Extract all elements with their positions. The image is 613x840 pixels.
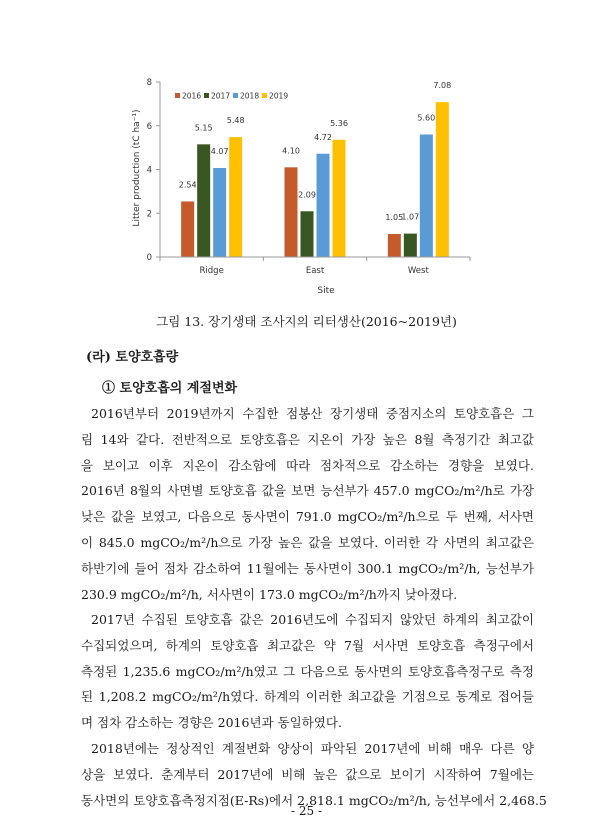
paragraph-3 <box>81 736 547 813</box>
paragraph-line: 측정된 1,235.6 mgCO₂/m²/h였고 그 다음으로 동사면의 토양호흡측정구로 측정 <box>81 663 534 679</box>
paragraph-line: 상을 보였다. 춘계부터 2017년에 비해 높은 값으로 보이기 시작하여 7월에는 <box>81 766 534 782</box>
y-tick-label: 2 <box>146 209 152 220</box>
legend-label: 2017 <box>211 91 231 101</box>
legend-swatch-2018 <box>233 93 238 98</box>
paragraph-line: 2016년부터 2019년까지 수집한 점봉산 장기생태 중점지소의 토양호흡은 그 <box>91 406 534 421</box>
paragraph-line: 낮은 값을 보였고, 다음으로 동사면이 791.0 mgCO₂/m²/h으로 두 번째, 서사면 <box>81 509 534 525</box>
bar-value-label: 5.15 <box>194 123 213 133</box>
y-axis-title: Litter production (tC ha⁻¹) <box>132 109 142 227</box>
bar-value-label: 5.60 <box>417 113 436 123</box>
bar-series <box>178 102 449 257</box>
bar-2016-east <box>285 167 298 257</box>
bar-value-label: 5.48 <box>226 116 245 126</box>
bar-2017-west <box>404 234 417 257</box>
legend-label: 2018 <box>240 91 260 101</box>
legend-swatch-2019 <box>262 93 267 98</box>
bar-value-label: 2.54 <box>178 180 197 190</box>
y-axis <box>147 78 160 263</box>
bar-2017-ridge <box>197 144 210 257</box>
bar-2018-ridge <box>213 168 226 257</box>
x-category-label: Ridge <box>199 266 224 276</box>
litter-production-chart <box>0 0 613 310</box>
x-category-label: West <box>407 266 429 276</box>
y-tick-label: 8 <box>146 78 152 88</box>
bar-value-label: 4.10 <box>282 146 300 156</box>
figure-caption: 그림 13. 장기생태 조사지의 리터생산(2016~2019년) <box>156 314 457 329</box>
x-axis <box>160 257 470 276</box>
bar-2018-west <box>420 135 433 258</box>
bar-value-label: 7.08 <box>433 81 452 91</box>
y-tick-label: 4 <box>146 165 152 176</box>
legend-label: 2016 <box>182 91 202 101</box>
bar-2018-east <box>317 154 330 257</box>
paragraph-line: 2017년 수집된 토양호흡 값은 2016년도에 수집되지 않았던 하계의 최고값이 <box>91 612 534 627</box>
legend-swatch-2016 <box>175 93 180 98</box>
bar-value-label: 1.05 <box>385 213 404 223</box>
section-heading: (라) 토양호흡량 <box>86 350 179 365</box>
y-tick-label: 0 <box>146 253 152 263</box>
paragraph-line: 2016년 8월의 사면별 토양호흡 값을 보면 능선부가 457.0 mgCO₂/m²/h로 가장 <box>81 483 534 499</box>
bar-value-label: 5.36 <box>330 118 348 128</box>
paragraph-line: 며 점차 감소하는 경향은 2016년과 동일하였다. <box>81 715 342 731</box>
paragraph-line: 림 14와 같다. 전반적으로 토양호흡은 지온이 가장 높은 8월 측정기간 최고값 <box>81 431 534 447</box>
bar-value-label: 1.07 <box>401 212 420 222</box>
bar-value-label: 4.07 <box>210 146 229 156</box>
paragraph-line: 2018년에는 정상적인 계절변화 양상이 파악된 2017년에 비해 매우 다른 양 <box>91 741 534 756</box>
bar-2017-east <box>301 211 314 257</box>
paragraph-line: 동사면의 토양호흡측정지점(E-Rs)에서 2,818.1 mgCO₂/m²/h, 능선부에서 2,468.5 <box>81 792 547 808</box>
paragraph-line: 하반기에 들어 점차 감소하여 11월에는 동사면이 300.1 mgCO₂/m²/h, 능선부가 <box>81 560 534 576</box>
subsection-heading: ① 토양호흡의 계절변화 <box>102 381 238 396</box>
page-number: - 25 - <box>290 804 322 818</box>
legend-label: 2019 <box>269 91 289 101</box>
x-axis-title: Site <box>317 286 335 296</box>
paragraph-line: 수집되었으며, 하계의 토양호흡 최고값은 약 7월 서사면 토양호흡 측정구에서 <box>81 637 534 653</box>
bar-value-label: 4.72 <box>314 132 332 142</box>
bar-2019-west <box>436 102 449 257</box>
bar-2019-east <box>333 140 346 257</box>
paragraph-line: 230.9 mgCO₂/m²/h, 서사면이 173.0 mgCO₂/m²/h까지 낮아졌다. <box>81 586 458 602</box>
bar-2019-ridge <box>229 137 242 257</box>
bar-value-label: 2.09 <box>298 190 316 200</box>
paragraph-1 <box>81 401 534 607</box>
y-tick-label: 6 <box>146 121 152 132</box>
x-category-label: East <box>305 266 325 276</box>
paragraph-line: 이 845.0 mgCO₂/m²/h으로 가장 높은 값을 보였다. 이러한 각 사면의 최고값은 <box>81 534 534 550</box>
paragraph-line: 된 1,208.2 mgCO₂/m²/h였다. 하계의 이러한 최고값을 기점으로 동계로 접어들 <box>81 689 534 705</box>
paragraph-line: 을 보이고 이후 지온이 감소함에 따라 점차적으로 감소하는 경향을 보였다. <box>81 457 534 473</box>
bar-2016-west <box>388 234 401 257</box>
chart-legend <box>175 92 288 101</box>
legend-swatch-2017 <box>204 93 209 98</box>
bar-2016-ridge <box>181 201 194 257</box>
paragraph-2 <box>81 607 534 736</box>
